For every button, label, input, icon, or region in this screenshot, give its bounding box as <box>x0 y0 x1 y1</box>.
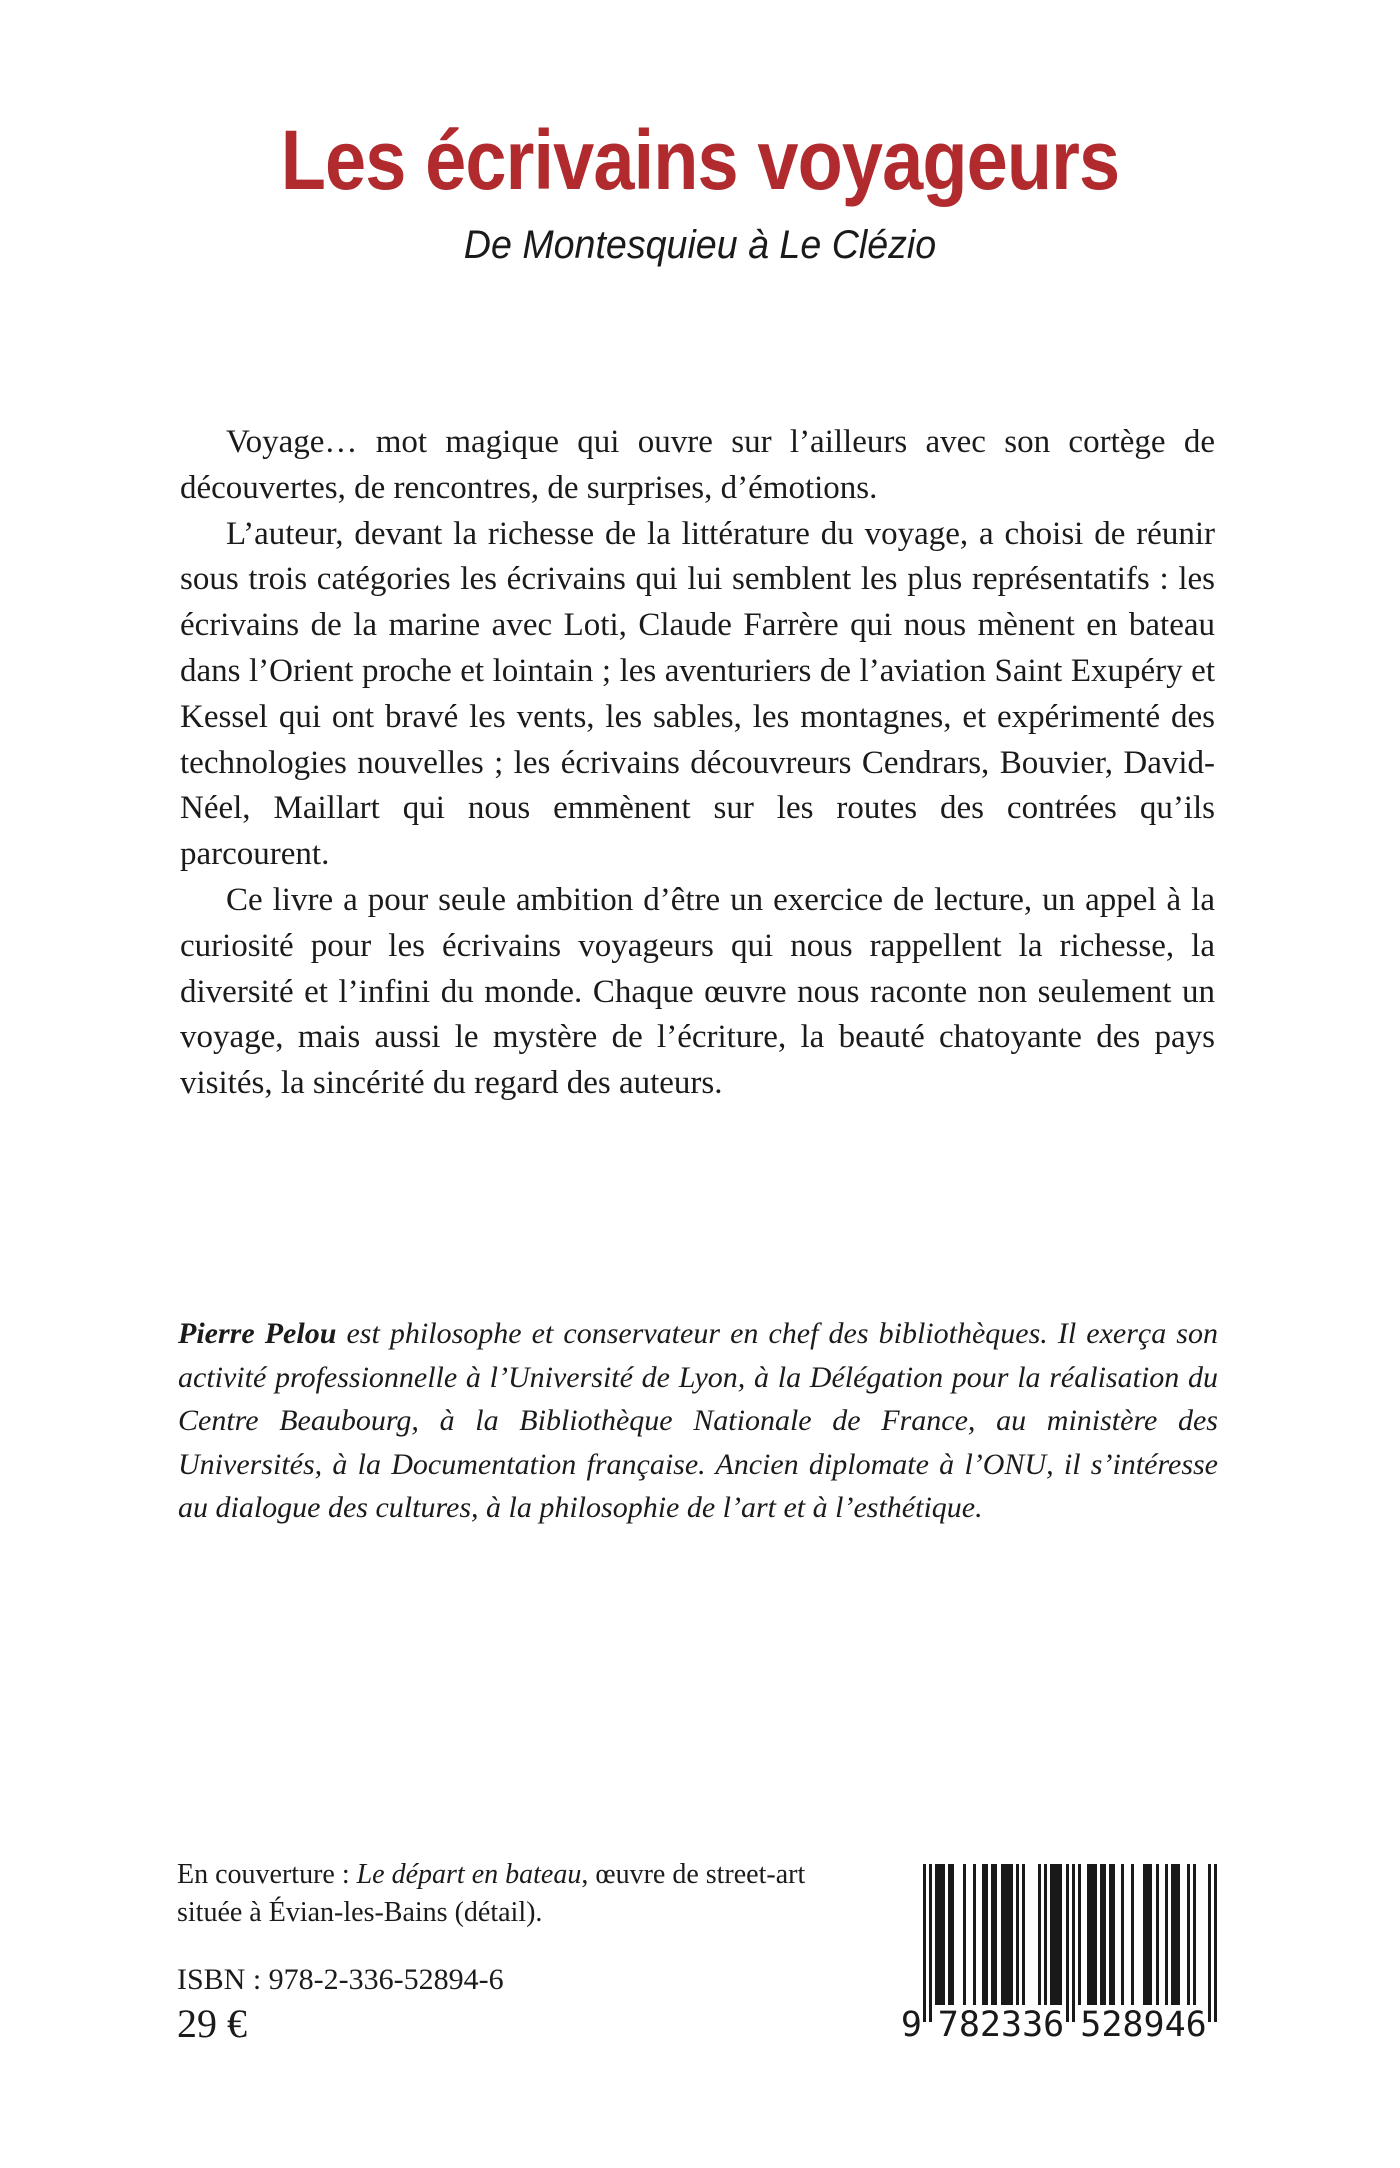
barcode-bar <box>1121 1864 1124 2005</box>
price: 29 € <box>177 2001 247 2046</box>
barcode-bars <box>923 1864 1219 2024</box>
barcode-bar <box>1109 1864 1115 2005</box>
synopsis-paragraph-1: Voyage… mot magique qui ouvre sur l’ailleurs avec son cortège de découvertes, de rencontres, de surprises, d’émotions. <box>180 424 1215 506</box>
barcode-bar <box>1066 1864 1069 2022</box>
author-bio-text: est philosophe et conservateur en chef des bibliothèques. Il exerça son activité professionnelle à l’Université de Lyon, à la Délégation pour la réalisation du Centre Beaubourg, à la Bibliothèque Nationale de France, au ministère des Universités, à la Documentation française. Ancien diplomate à l’ONU, il s’intéresse au dialogue des cultures, à la philosophie de l’art et à l’esthétique. <box>178 1317 1218 1524</box>
isbn-label: ISBN : 978-2-336-52894-6 <box>177 1963 504 1996</box>
barcode-bar <box>1193 1864 1196 2005</box>
barcode-digits-left: 782336 <box>937 2005 1065 2045</box>
barcode-bar <box>1044 1864 1047 2005</box>
barcode-bar <box>1050 1864 1062 2005</box>
artwork-title: Le départ en bateau <box>356 1859 582 1890</box>
barcode-bar <box>1078 1864 1081 2005</box>
barcode-bar <box>1087 1864 1096 2005</box>
barcode-bar <box>1022 1864 1025 2005</box>
barcode-bar <box>1208 1864 1211 2022</box>
barcode-bar <box>1143 1864 1152 2005</box>
synopsis <box>180 420 1215 1107</box>
book-title: Les écrivains voyageurs <box>280 113 1120 207</box>
barcode <box>898 1864 1228 2044</box>
cover-credit <box>177 1856 857 1932</box>
cover-credit-prefix: En couverture : <box>177 1859 357 1890</box>
barcode-bar <box>1016 1864 1019 2005</box>
cover-credit-suffix: , œuvre de street-art située à Évian-les-Bains (détail). <box>177 1859 806 1928</box>
barcode-digit-first: 9 <box>898 2006 922 2044</box>
synopsis-paragraph-3: Ce livre a pour seule ambition d’être un exercice de lecture, un appel à la curiosité pour les écrivains voyageurs qui nous rappellent la richesse, la diversité et l’infini du monde. Chaque œuvre nous raconte non seulement un voyage, mais aussi le mystère de l’écriture, la beauté chatoyante des pays visités, la sincérité du regard des auteurs. <box>180 881 1215 1102</box>
barcode-bar <box>948 1864 954 2005</box>
barcode-bar <box>1165 1864 1168 2005</box>
barcode-bar <box>991 1864 997 2005</box>
barcode-bar <box>982 1864 988 2005</box>
author-bio <box>178 1312 1218 1530</box>
book-subtitle: De Montesquieu à Le Clézio <box>463 223 937 267</box>
barcode-bar <box>1171 1864 1180 2005</box>
synopsis-paragraph-2: L’auteur, devant la richesse de la littérature du voyage, a choisi de réunir sous trois catégories les écrivains qui lui semblent les plus représentatifs : les écrivains de la marine avec Loti, Claude Farrère qui nous mènent en bateau dans l’Orient proche et lointain ; les aventuriers de l’aviation Saint Exupéry et Kessel qui ont bravé les vents, les sables, les montagnes, et expérimenté des technologies nouvelles ; les écrivains découvreurs Cendrars, Bouvier, David-Néel, Maillart qui nous emmènent sur les routes des contrées qu’ils parcourent. <box>180 515 1215 873</box>
author-name: Pierre Pelou <box>178 1317 337 1350</box>
barcode-bar <box>963 1864 966 2005</box>
barcode-bar <box>1100 1864 1106 2005</box>
barcode-bar <box>1072 1864 1075 2022</box>
barcode-bar <box>935 1864 944 2005</box>
barcode-bar <box>1156 1864 1159 2005</box>
barcode-digits-right: 528946 <box>1080 2005 1207 2045</box>
barcode-bar <box>1001 1864 1013 2005</box>
barcode-bar <box>1187 1864 1190 2005</box>
barcode-bar <box>923 1864 926 2022</box>
barcode-bar <box>1131 1864 1134 2005</box>
barcode-bar <box>929 1864 932 2022</box>
barcode-bar <box>1038 1864 1041 2005</box>
barcode-bar <box>973 1864 976 2005</box>
barcode-bar <box>1214 1864 1217 2022</box>
